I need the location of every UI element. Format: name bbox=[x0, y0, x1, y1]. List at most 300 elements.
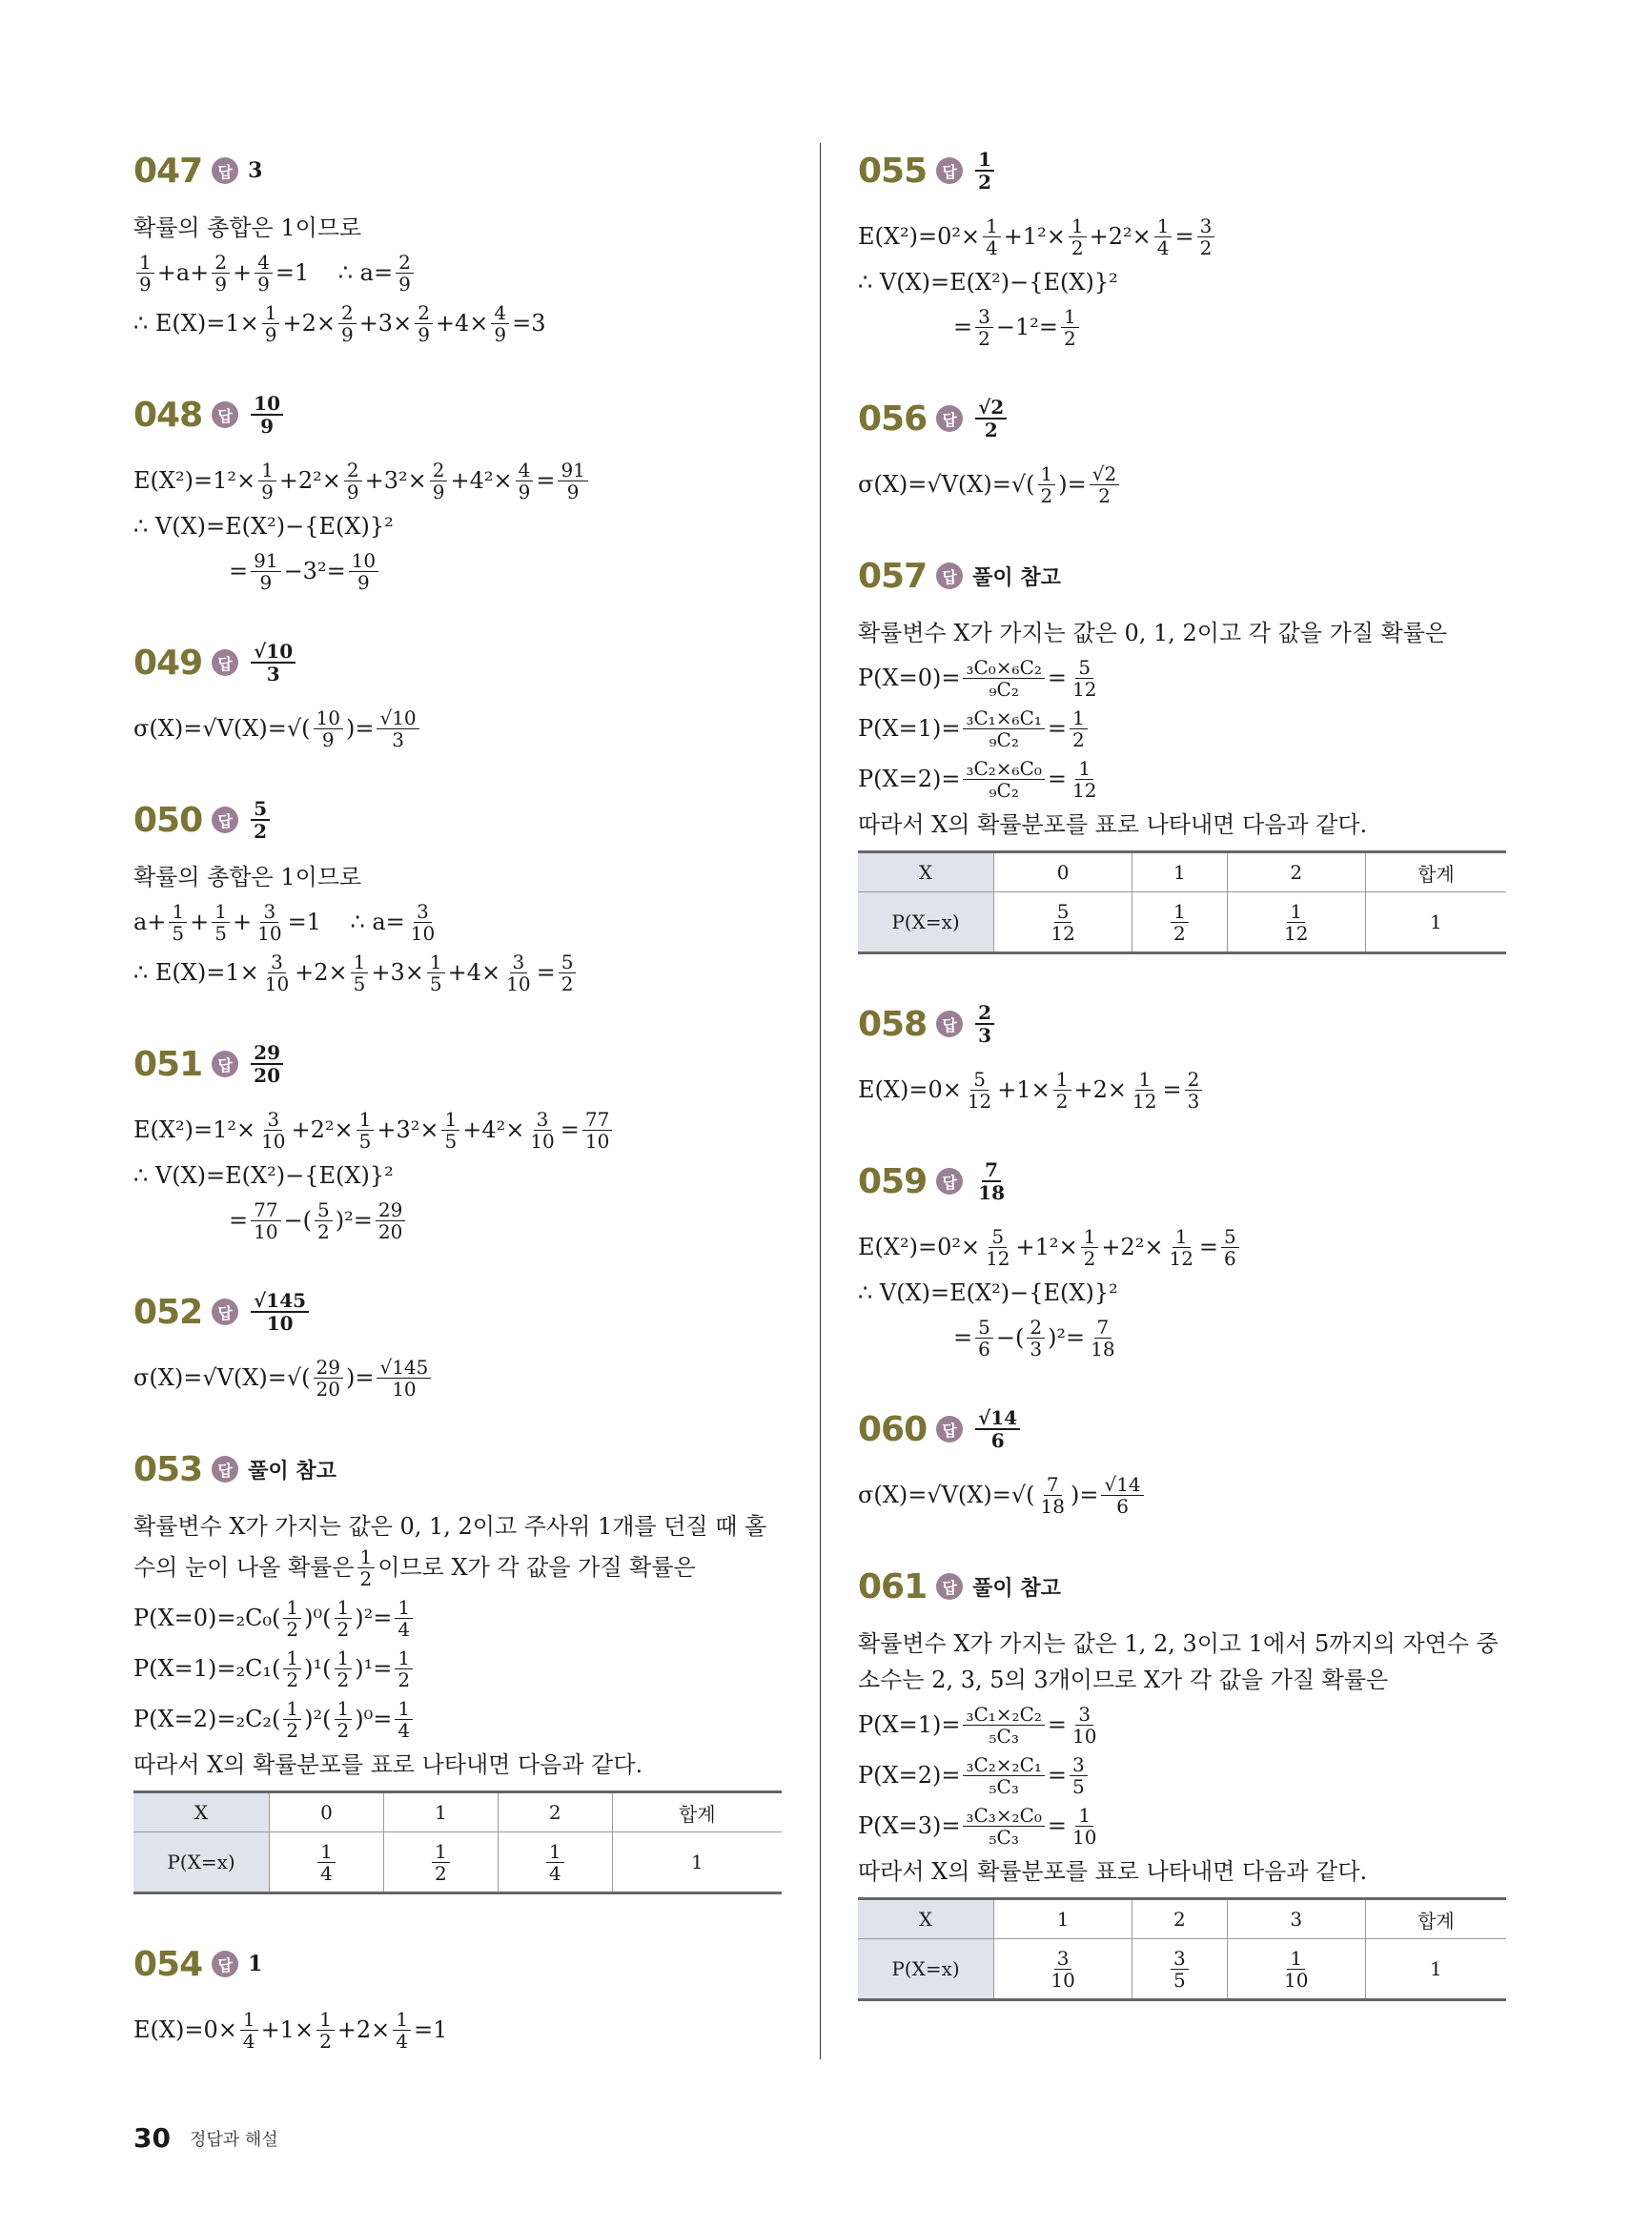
solution-equation bbox=[858, 1277, 1516, 1309]
numerator: 1 bbox=[432, 1841, 450, 1863]
numerator: 77 bbox=[251, 1199, 280, 1221]
denominator: 2 bbox=[319, 2030, 332, 2053]
numerator: 1 bbox=[1081, 1226, 1099, 1248]
numerator: 1 bbox=[1154, 215, 1173, 237]
answer-value bbox=[248, 1290, 312, 1334]
numerator: 1 bbox=[1171, 901, 1189, 923]
math-text: σ(X)=√V(X)=√( bbox=[858, 471, 1035, 499]
table-cell bbox=[994, 892, 1132, 953]
answer-fraction bbox=[975, 149, 994, 193]
math-text: = bbox=[953, 314, 973, 341]
answer-numerator: √10 bbox=[251, 641, 296, 664]
math-text: = bbox=[229, 1207, 249, 1235]
numerator: 10 bbox=[314, 707, 343, 729]
numerator: 3 bbox=[260, 901, 278, 923]
table-header-cell: 2 bbox=[1227, 852, 1365, 892]
solution-equation bbox=[133, 302, 791, 345]
fraction bbox=[1101, 1474, 1143, 1517]
problem-number: 061 bbox=[858, 1566, 928, 1606]
fraction bbox=[963, 758, 1044, 801]
table-header-cell: 2 bbox=[498, 1792, 612, 1832]
fraction bbox=[432, 1841, 450, 1884]
fraction bbox=[546, 1841, 564, 1884]
solution-equation bbox=[858, 1226, 1516, 1269]
answer-badge-icon: 답 bbox=[212, 1456, 238, 1483]
numerator: 3 bbox=[1171, 1948, 1189, 1970]
answer-text: 풀이 참고 bbox=[972, 1576, 1061, 1601]
denominator: 12 bbox=[1132, 1090, 1157, 1113]
fraction bbox=[1197, 215, 1215, 258]
math-text: P(X=0)= bbox=[858, 665, 961, 692]
answer-numerator: √14 bbox=[975, 1407, 1020, 1430]
denominator: 4 bbox=[548, 1861, 561, 1885]
denominator: 9 bbox=[418, 323, 430, 346]
table-cell bbox=[383, 1832, 498, 1893]
denominator: 5 bbox=[353, 972, 366, 995]
numerator: 5 bbox=[1075, 657, 1093, 679]
denominator: 12 bbox=[1169, 1247, 1193, 1270]
denominator: 2 bbox=[317, 1220, 330, 1243]
numerator: 1 bbox=[262, 302, 280, 324]
fraction bbox=[251, 550, 280, 593]
numerator: 1 bbox=[1287, 901, 1305, 923]
answer-value bbox=[248, 1455, 337, 1484]
fraction bbox=[582, 1109, 612, 1152]
denominator: 2 bbox=[978, 327, 990, 350]
problem-number: 047 bbox=[133, 151, 203, 191]
numerator: 1 bbox=[427, 951, 445, 973]
solution-equation bbox=[133, 510, 791, 542]
denominator: 10 bbox=[261, 1130, 286, 1153]
denominator: 2 bbox=[337, 1618, 350, 1641]
table-cell bbox=[270, 1832, 384, 1893]
table-cell: P(X=x) bbox=[858, 1939, 994, 2000]
denominator: 2 bbox=[1199, 236, 1213, 259]
fraction bbox=[1038, 463, 1056, 506]
denominator: 10 bbox=[530, 1130, 555, 1153]
denominator: 2 bbox=[1173, 921, 1186, 945]
math-text: P(X=2)=₂C₂( bbox=[133, 1706, 281, 1733]
problem-054 bbox=[133, 1927, 791, 2052]
fraction bbox=[1070, 758, 1099, 801]
denominator: 9 bbox=[340, 323, 354, 346]
fraction bbox=[1130, 1069, 1159, 1112]
math-text: σ(X)=√V(X)=√( bbox=[133, 1364, 311, 1392]
numerator: 5 bbox=[1221, 1226, 1239, 1248]
answer-denominator: 20 bbox=[254, 1064, 280, 1087]
math-text: = bbox=[1047, 1762, 1067, 1790]
distribution-table bbox=[858, 1897, 1506, 2001]
table-cell bbox=[1365, 1939, 1506, 2000]
math-text: 확률의 총합은 1이므로 bbox=[133, 863, 362, 890]
fraction bbox=[377, 1357, 431, 1400]
fraction bbox=[335, 1647, 353, 1690]
math-text: = bbox=[1162, 1076, 1182, 1104]
fraction bbox=[503, 951, 533, 994]
fraction bbox=[1171, 1948, 1189, 1991]
answer-denominator: 2 bbox=[978, 171, 992, 194]
fraction bbox=[262, 951, 292, 994]
fraction bbox=[963, 1704, 1044, 1747]
answer-denominator: 2 bbox=[254, 820, 268, 843]
math-text: +2²× bbox=[278, 467, 341, 495]
math-text: )= bbox=[1070, 1482, 1099, 1509]
solution-text bbox=[133, 212, 791, 244]
solution-equation bbox=[133, 1159, 791, 1192]
math-text: 확률변수 X가 가지는 값은 1, 2, 3이고 1에서 5까지의 자연수 중 bbox=[858, 1629, 1499, 1657]
math-text: +1× bbox=[260, 2016, 315, 2044]
denominator: 5 bbox=[214, 922, 227, 945]
answer-fraction bbox=[975, 397, 1007, 440]
math-text: = bbox=[1047, 715, 1067, 743]
answer-fraction bbox=[975, 1002, 994, 1046]
solution-equation bbox=[858, 707, 1516, 750]
table-row bbox=[858, 1939, 1506, 2000]
numerator: √145 bbox=[377, 1357, 431, 1379]
answer-badge-icon: 답 bbox=[212, 649, 238, 676]
denominator: 9 bbox=[357, 571, 370, 594]
denominator: 10 bbox=[264, 972, 290, 995]
solution-text bbox=[133, 1749, 791, 1781]
math-text: )⁰= bbox=[355, 1706, 393, 1733]
numerator: 91 bbox=[558, 460, 587, 481]
numerator: 7 bbox=[1094, 1317, 1112, 1339]
answer-value bbox=[972, 1572, 1061, 1602]
numerator: 2 bbox=[415, 302, 433, 324]
answer-value bbox=[972, 1407, 1023, 1451]
fraction bbox=[344, 460, 362, 502]
denominator: 10 bbox=[410, 922, 436, 945]
problem-048 bbox=[133, 378, 791, 593]
problem-number: 050 bbox=[133, 800, 203, 840]
fraction bbox=[963, 657, 1044, 700]
math-text: 확률의 총합은 1이므로 bbox=[133, 214, 362, 241]
solution-text bbox=[858, 617, 1516, 649]
math-text: = bbox=[1047, 665, 1067, 692]
table-cell bbox=[1227, 892, 1365, 953]
denominator: 18 bbox=[1091, 1338, 1115, 1361]
math-text: 따라서 X의 확률분포를 표로 나타내면 다음과 같다. bbox=[133, 1750, 643, 1778]
fraction bbox=[255, 901, 284, 944]
math-text: +1²× bbox=[1015, 1234, 1078, 1261]
math-text: )⁰( bbox=[304, 1605, 332, 1632]
problem-056 bbox=[858, 381, 1516, 506]
answer-badge-icon: 답 bbox=[212, 401, 238, 428]
denominator: 20 bbox=[377, 1220, 403, 1243]
math-text: E(X²)=0²× bbox=[858, 223, 981, 251]
fraction bbox=[983, 1226, 1012, 1269]
table-cell: P(X=x) bbox=[858, 892, 994, 953]
numerator: 1 bbox=[258, 460, 276, 481]
denominator: ₉C₂ bbox=[989, 779, 1019, 802]
denominator: 4 bbox=[242, 2030, 255, 2053]
numerator: 1 bbox=[212, 901, 230, 923]
denominator: 2 bbox=[286, 1668, 299, 1691]
numerator: 1 bbox=[395, 1647, 413, 1669]
denominator: ₉C₂ bbox=[989, 678, 1019, 701]
numerator: ₃C₃×₂C₀ bbox=[963, 1805, 1044, 1827]
fraction bbox=[212, 252, 230, 295]
fraction bbox=[1171, 901, 1189, 944]
fraction bbox=[283, 1647, 301, 1690]
table-header-cell: X bbox=[858, 1899, 994, 1939]
answer-numerator: 10 bbox=[251, 393, 283, 416]
numerator: 91 bbox=[251, 550, 280, 572]
denominator: 2 bbox=[1055, 1090, 1069, 1113]
solution-text bbox=[858, 1855, 1516, 1888]
math-text: = bbox=[536, 467, 556, 495]
math-text: ∴ V(X)=E(X²)−{E(X)}² bbox=[133, 512, 394, 540]
math-text: )= bbox=[1058, 471, 1087, 499]
math-text: 1 bbox=[1430, 910, 1442, 933]
denominator: 9 bbox=[398, 273, 411, 296]
denominator: ₉C₂ bbox=[989, 728, 1019, 751]
math-text: 1 bbox=[1430, 1957, 1442, 1980]
numerator: 1 bbox=[1070, 707, 1088, 729]
numerator: √2 bbox=[1090, 463, 1119, 485]
fraction bbox=[1090, 463, 1119, 506]
math-text: +2²× bbox=[1101, 1234, 1164, 1261]
numerator: 3 bbox=[264, 1109, 282, 1131]
numerator: 2 bbox=[1027, 1317, 1045, 1339]
solution-equation bbox=[858, 1069, 1516, 1112]
problem-052 bbox=[133, 1275, 791, 1400]
math-text: = bbox=[1047, 1812, 1067, 1840]
denominator: 6 bbox=[1224, 1247, 1236, 1270]
numerator: 2 bbox=[212, 252, 230, 274]
denominator: 10 bbox=[257, 922, 282, 945]
fraction bbox=[255, 252, 273, 295]
denominator: 5 bbox=[172, 922, 185, 945]
math-text: +1× bbox=[997, 1076, 1050, 1104]
denominator: 2 bbox=[1040, 484, 1053, 507]
math-text: 1 bbox=[690, 1851, 704, 1873]
solution-equation bbox=[858, 657, 1516, 700]
answer-value bbox=[972, 562, 1061, 591]
numerator: 29 bbox=[314, 1357, 343, 1379]
denominator: ₅C₃ bbox=[989, 1775, 1019, 1798]
numerator: 77 bbox=[582, 1109, 612, 1131]
fraction bbox=[516, 460, 534, 502]
fraction bbox=[1053, 1069, 1071, 1112]
denominator: 4 bbox=[396, 2030, 409, 2053]
denominator: 9 bbox=[432, 481, 445, 503]
problem-header bbox=[858, 987, 1516, 1061]
math-text: −( bbox=[283, 1207, 313, 1235]
solution-equation bbox=[133, 1698, 791, 1741]
numerator: 1 bbox=[395, 1597, 413, 1619]
problem-header bbox=[133, 783, 791, 857]
solution-equation bbox=[858, 1805, 1516, 1848]
math-text: −3²= bbox=[283, 558, 346, 585]
math-text: = bbox=[1174, 223, 1194, 251]
answer-fraction bbox=[251, 1042, 283, 1086]
fraction bbox=[314, 1357, 343, 1400]
solution-equation bbox=[133, 951, 791, 994]
answer-badge-icon: 답 bbox=[936, 405, 963, 432]
math-text: P(X=2)= bbox=[858, 1762, 961, 1790]
math-text: +2× bbox=[295, 959, 348, 987]
fraction bbox=[262, 302, 280, 345]
solution-equation bbox=[858, 1754, 1516, 1797]
answer-value bbox=[248, 158, 262, 183]
math-text: )¹( bbox=[304, 1655, 332, 1683]
answer-denominator: 2 bbox=[984, 419, 998, 441]
math-text: = bbox=[1047, 1711, 1067, 1739]
table-cell bbox=[612, 1832, 782, 1893]
problem-number: 051 bbox=[133, 1044, 203, 1084]
denominator: 2 bbox=[1083, 1247, 1096, 1270]
math-text: )²= bbox=[355, 1605, 393, 1632]
problem-061 bbox=[858, 1549, 1516, 2001]
math-text: 따라서 X의 확률분포를 표로 나타내면 다음과 같다. bbox=[858, 1857, 1368, 1885]
distribution-table bbox=[133, 1790, 782, 1894]
table-header-cell: 2 bbox=[1132, 1899, 1228, 1939]
denominator: 10 bbox=[392, 1378, 417, 1401]
fraction bbox=[258, 460, 276, 502]
numerator: 3 bbox=[1070, 1754, 1088, 1776]
problem-060 bbox=[858, 1392, 1516, 1517]
solution-text bbox=[133, 1510, 791, 1543]
fraction bbox=[975, 306, 993, 349]
denominator: 4 bbox=[398, 1719, 411, 1742]
solution-equation bbox=[133, 1109, 791, 1152]
math-text: 확률변수 X가 가지는 값은 0, 1, 2이고 주사위 1개를 던질 때 홀 bbox=[133, 1512, 767, 1540]
math-text: = bbox=[560, 1116, 580, 1144]
math-text: 소수는 2, 3, 5의 3개이므로 X가 각 값을 가질 확률은 bbox=[858, 1666, 1389, 1693]
denominator: 2 bbox=[337, 1668, 350, 1691]
fraction bbox=[395, 1698, 413, 1741]
denominator: 3 bbox=[392, 728, 404, 751]
denominator: 9 bbox=[518, 481, 531, 503]
solution-equation bbox=[133, 1647, 791, 1690]
math-text: =3 bbox=[512, 310, 546, 338]
numerator: ₃C₂×₆C₀ bbox=[963, 758, 1044, 780]
denominator: 2 bbox=[434, 1861, 447, 1885]
fraction bbox=[395, 1597, 413, 1640]
numerator: 1 bbox=[1038, 463, 1056, 485]
answer-numerator: 2 bbox=[975, 1002, 994, 1025]
table-header-cell: 0 bbox=[994, 852, 1132, 892]
math-text: +4²× bbox=[450, 467, 513, 495]
denominator: 5 bbox=[1173, 1968, 1186, 1992]
answer-denominator: 10 bbox=[266, 1312, 294, 1335]
math-text: ∴ V(X)=E(X²)−{E(X)}² bbox=[858, 268, 1118, 296]
column-divider bbox=[820, 143, 821, 2059]
fraction bbox=[1038, 1474, 1068, 1517]
math-text: ∴ V(X)=E(X²)−{E(X)}² bbox=[858, 1279, 1118, 1306]
fraction bbox=[427, 951, 445, 994]
problem-number: 054 bbox=[133, 1944, 203, 1984]
denominator: 9 bbox=[264, 323, 277, 346]
answer-numerator: 1 bbox=[975, 149, 994, 172]
numerator: 1 bbox=[1173, 1226, 1191, 1248]
denominator: 5 bbox=[1072, 1775, 1085, 1798]
math-text: )²= bbox=[1048, 1324, 1086, 1352]
problem-number: 055 bbox=[858, 151, 928, 191]
fraction bbox=[317, 1841, 336, 1884]
problem-number: 053 bbox=[133, 1449, 203, 1489]
numerator: 4 bbox=[491, 302, 509, 324]
math-text: )²= bbox=[335, 1207, 373, 1235]
fraction bbox=[377, 707, 418, 750]
numerator: √14 bbox=[1101, 1474, 1143, 1496]
problem-header bbox=[133, 133, 791, 208]
solution-equation bbox=[133, 901, 791, 944]
numerator: ₃C₁×₆C₁ bbox=[963, 707, 1044, 729]
answer-badge-icon: 답 bbox=[936, 1416, 963, 1442]
denominator: 10 bbox=[1072, 1826, 1097, 1849]
denominator: 12 bbox=[1050, 921, 1075, 945]
math-text: E(X)=0× bbox=[133, 2016, 237, 2044]
table-row bbox=[858, 892, 1506, 953]
table-header-cell: 합계 bbox=[612, 1792, 782, 1832]
fraction bbox=[1027, 1317, 1045, 1360]
fraction bbox=[335, 1698, 353, 1741]
solution-equation bbox=[858, 306, 1516, 349]
fraction bbox=[1281, 1948, 1311, 1991]
math-text: +2× bbox=[1073, 1076, 1128, 1104]
math-text: E(X²)=1²× bbox=[133, 1116, 256, 1144]
math-text: + bbox=[190, 909, 210, 936]
fraction bbox=[338, 302, 357, 345]
fraction bbox=[408, 901, 438, 944]
math-text: +3× bbox=[358, 310, 413, 338]
numerator: 1 bbox=[335, 1647, 353, 1669]
denominator: 6 bbox=[978, 1338, 990, 1361]
fraction bbox=[559, 951, 577, 994]
numerator: 1 bbox=[136, 252, 154, 274]
table-header-cell: 1 bbox=[994, 1899, 1132, 1939]
denominator: 6 bbox=[1116, 1495, 1129, 1518]
numerator: 4 bbox=[516, 460, 534, 481]
fraction bbox=[1070, 657, 1099, 700]
denominator: 9 bbox=[259, 571, 273, 594]
math-text: + bbox=[233, 909, 253, 936]
denominator: 10 bbox=[1072, 1725, 1097, 1748]
numerator: 1 bbox=[357, 1109, 375, 1131]
denominator: 2 bbox=[286, 1719, 299, 1742]
numerator: 5 bbox=[970, 1069, 989, 1091]
math-text: σ(X)=√V(X)=√( bbox=[858, 1482, 1035, 1509]
denominator: 10 bbox=[584, 1130, 610, 1153]
answer-badge-icon: 답 bbox=[212, 1051, 238, 1077]
denominator: 9 bbox=[494, 323, 507, 346]
denominator: 2 bbox=[359, 1567, 373, 1590]
math-text: = bbox=[953, 1324, 973, 1352]
fraction bbox=[393, 2009, 411, 2052]
solution-equation bbox=[133, 707, 791, 750]
math-text: )= bbox=[345, 1364, 375, 1392]
fraction bbox=[283, 1597, 301, 1640]
solution-text bbox=[858, 1627, 1516, 1660]
denominator: 2 bbox=[1098, 484, 1111, 507]
math-text: ∴ V(X)=E(X²)−{E(X)}² bbox=[133, 1161, 394, 1189]
answer-denominator: 9 bbox=[260, 415, 275, 438]
table-cell bbox=[1132, 1939, 1228, 2000]
answer-badge-icon: 답 bbox=[936, 1011, 963, 1037]
fraction bbox=[351, 951, 369, 994]
numerator: 1 bbox=[351, 951, 369, 973]
answer-denominator: 3 bbox=[978, 1024, 992, 1047]
answer-fraction bbox=[975, 1159, 1008, 1203]
fraction bbox=[240, 2009, 258, 2052]
table-cell bbox=[498, 1832, 612, 1893]
problem-header bbox=[133, 378, 791, 452]
fraction bbox=[1070, 1754, 1088, 1797]
numerator: 3 bbox=[1054, 1948, 1072, 1970]
fraction bbox=[315, 1199, 333, 1242]
